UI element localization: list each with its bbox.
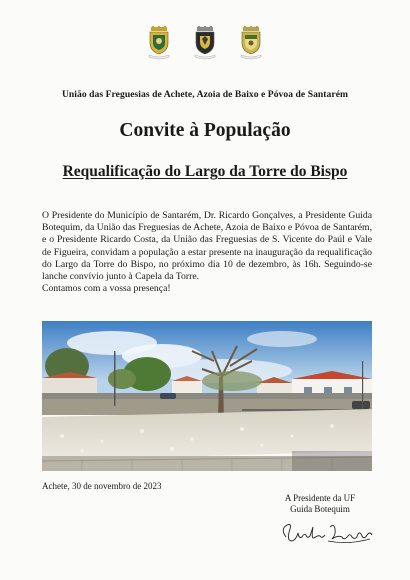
signer-block — [270, 493, 370, 515]
crest-row — [0, 26, 410, 62]
invitation-body — [42, 210, 372, 295]
crest-povoa-de-santarem-icon — [239, 26, 263, 62]
largo-torre-do-bispo-photo — [42, 321, 372, 471]
place-and-date: Achete, 30 de novembro de 2023 — [42, 481, 162, 491]
organization-name: União das Freguesias de Achete, Azoia de Baixo e Póvoa de Santarém — [61, 89, 349, 100]
crest-azoia-de-baixo-icon — [193, 26, 217, 62]
signer-role: A Presidente da UF — [284, 493, 356, 503]
page-subtitle-text: Requalificação do Largo da Torre do Bispo — [62, 163, 348, 180]
crest-achete-icon — [147, 26, 171, 62]
handwritten-signature-icon — [278, 519, 376, 549]
signer-name: Guida Botequim — [290, 504, 350, 514]
invitation-paragraph: O Presidente do Município de Santarém, Dr. Ricardo Gonçalves, a Presidente Guida Botequim, da União das Freguesias de Achete, Azoia de Baixo e Póvoa de Santarém, e o Presidente Ricardo Costa, da União das Freguesias de S. Vicente do Paúl e Vale de Figueira, convidam a população a estar presente na inauguração da requalificação do Largo da Torre do Bispo, no próximo dia 10 de dezembro, às 16h. Seguindo-se lanche convívio junto à Capela da Torre. — [42, 210, 372, 283]
invitation-closing: Contamos com a vossa presença! — [42, 283, 171, 295]
page-subtitle — [0, 163, 410, 181]
page-title: Convite à População — [119, 120, 291, 141]
